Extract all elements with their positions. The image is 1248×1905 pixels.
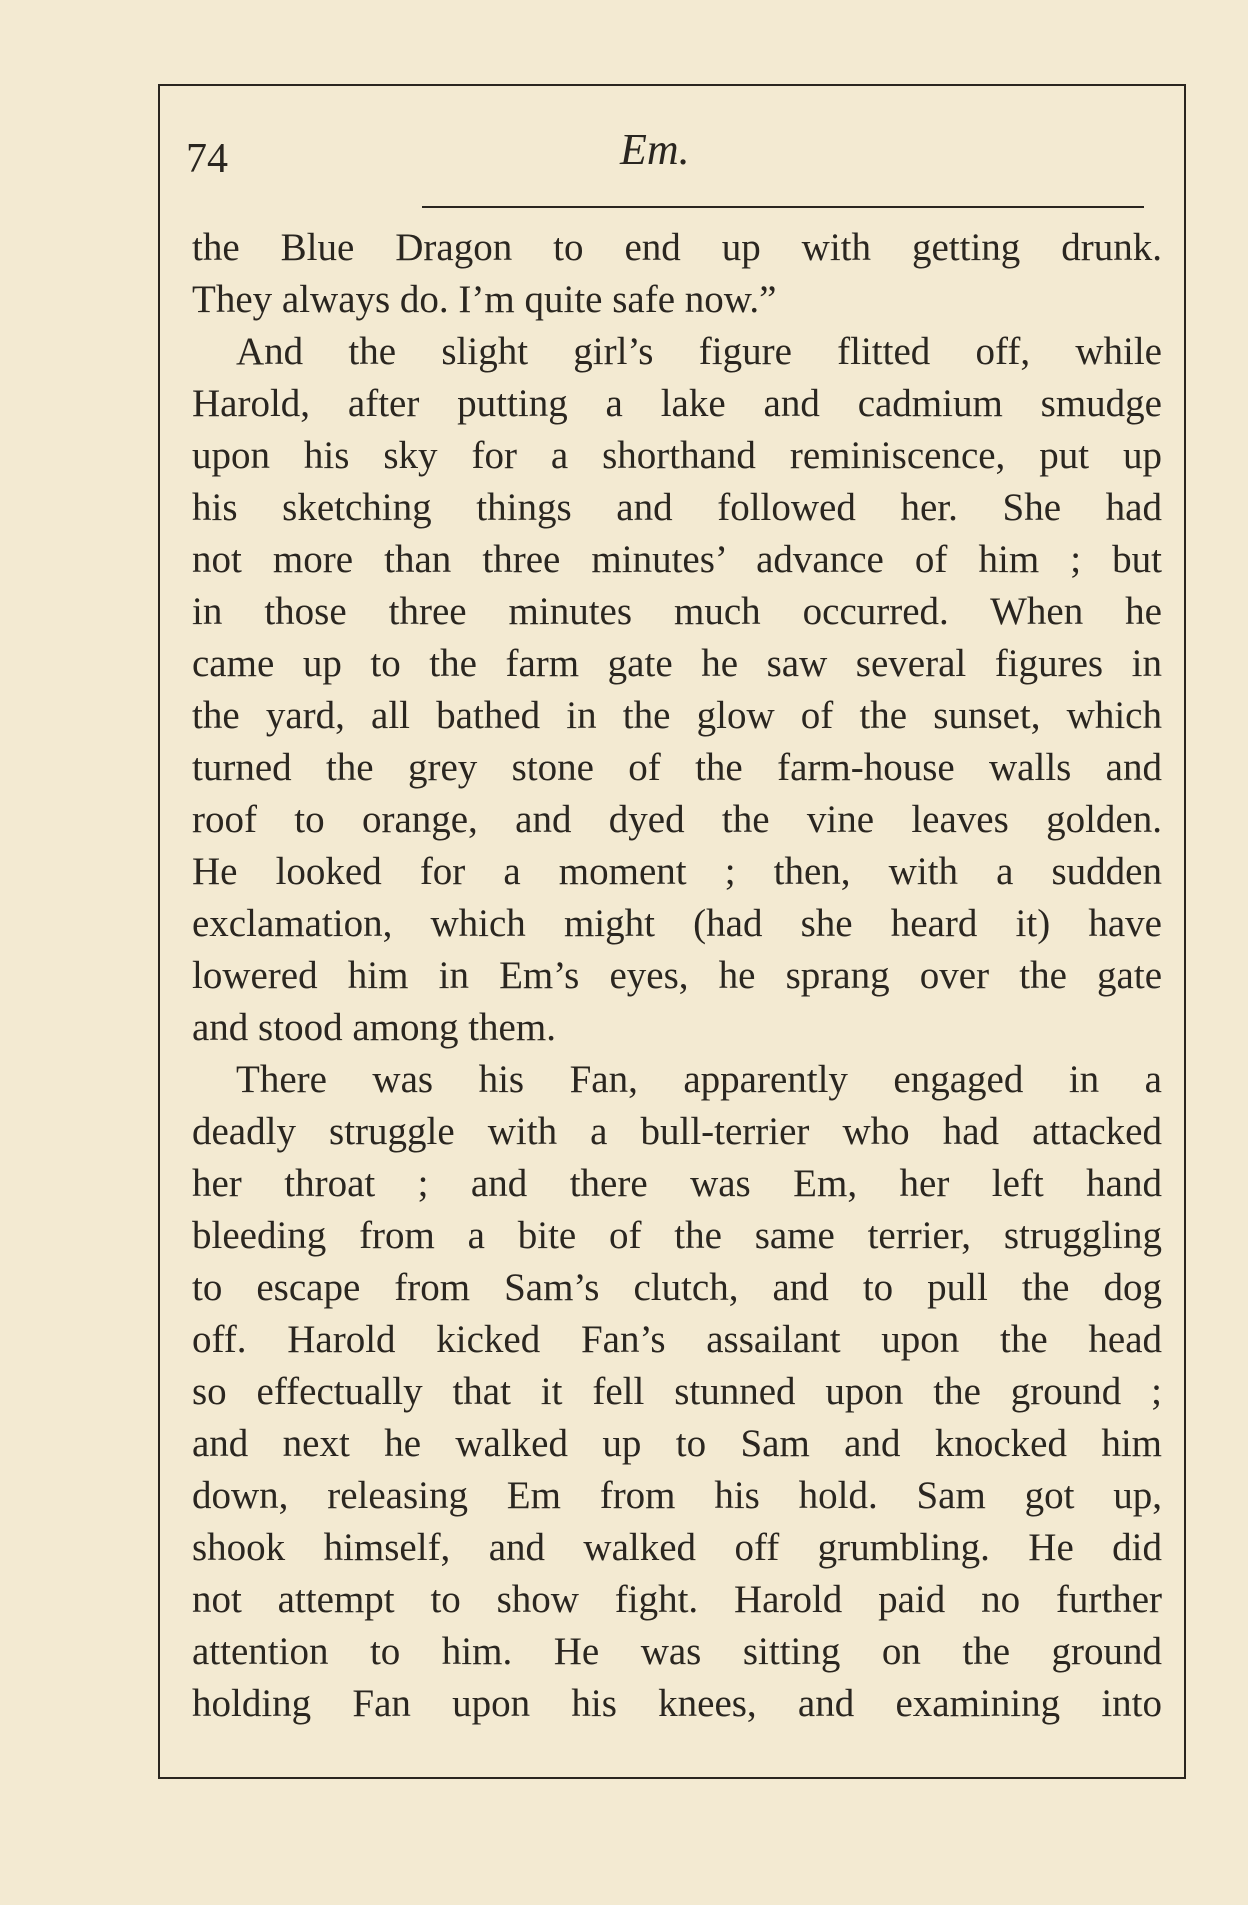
text-line: the Blue Dragon to end up with getting drunk. <box>192 226 1162 269</box>
text-line: Harold, after putting a lake and cadmium smudge <box>192 382 1162 425</box>
text-line: He looked for a moment ; then, with a sudden <box>192 850 1162 893</box>
text-line: There was his Fan, apparently engaged in a <box>236 1058 1162 1101</box>
text-line: her throat ; and there was Em, her left hand <box>192 1162 1162 1205</box>
text-line: exclamation, which might (had she heard it) have <box>192 902 1162 945</box>
body-text <box>192 222 1162 1730</box>
running-head-title: Em. <box>620 125 690 174</box>
text-line: off. Harold kicked Fan’s assailant upon the head <box>192 1318 1162 1361</box>
text-line: not attempt to show fight. Harold paid no further <box>192 1578 1162 1621</box>
text-line: down, releasing Em from his hold. Sam got up, <box>192 1474 1162 1517</box>
text-line: lowered him in Em’s eyes, he sprang over the gate <box>192 954 1162 997</box>
text-line: so effectually that it fell stunned upon the ground ; <box>192 1370 1162 1413</box>
text-line: And the slight girl’s figure flitted off, while <box>236 330 1162 373</box>
header-rule <box>422 206 1144 208</box>
text-line: the yard, all bathed in the glow of the sunset, which <box>192 694 1162 737</box>
text-line: and stood among them. <box>192 1006 556 1049</box>
text-line: roof to orange, and dyed the vine leaves golden. <box>192 798 1162 841</box>
text-line: upon his sky for a shorthand reminiscence, put up <box>192 434 1162 477</box>
text-line: came up to the farm gate he saw several figures in <box>192 642 1162 685</box>
text-line: They always do. I’m quite safe now.” <box>192 278 777 321</box>
text-line: and next he walked up to Sam and knocked him <box>192 1422 1162 1465</box>
text-line: bleeding from a bite of the same terrier, struggling <box>192 1214 1162 1257</box>
text-line: deadly struggle with a bull-terrier who had attacked <box>192 1110 1162 1153</box>
text-line: attention to him. He was sitting on the ground <box>192 1630 1162 1673</box>
text-line: holding Fan upon his knees, and examining into <box>192 1682 1162 1725</box>
text-line: his sketching things and followed her. She had <box>192 486 1162 529</box>
text-line: in those three minutes much occurred. When he <box>192 590 1162 633</box>
page-number: 74 <box>186 136 228 182</box>
text-line: to escape from Sam’s clutch, and to pull the dog <box>192 1266 1162 1309</box>
text-line: not more than three minutes’ advance of him ; but <box>192 538 1162 581</box>
text-line: shook himself, and walked off grumbling. He did <box>192 1526 1162 1569</box>
text-line: turned the grey stone of the farm-house walls and <box>192 746 1162 789</box>
